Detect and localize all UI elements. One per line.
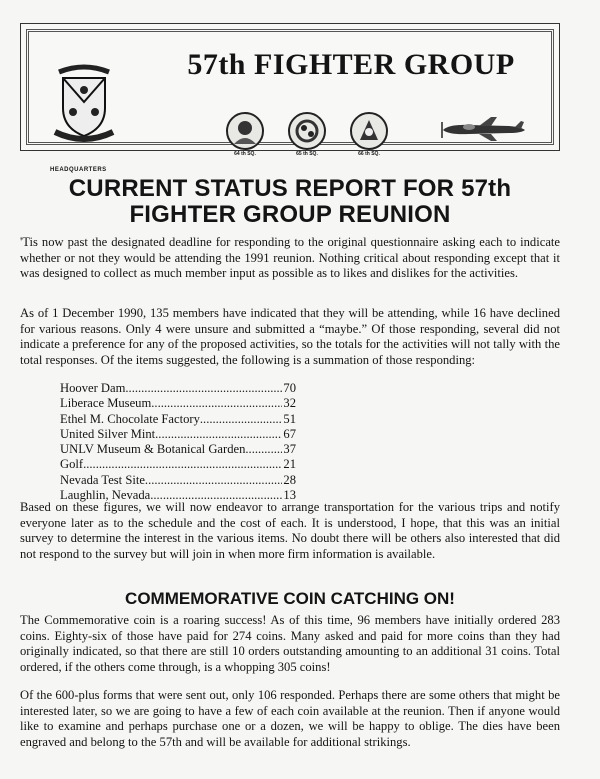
list-item — [60, 457, 296, 472]
status-paragraph: As of 1 December 1990, 135 members have indicated that they will be attending, while 16 have declined for various reasons. Only 4 were unsure and submitted a “maybe.” Of those responding, several did not indicate a preference for any of the proposed activities, so the totals for the activities will not tally with the total responses. Of the items suggested, the following is a summation of those responding: — [20, 306, 560, 367]
intro-paragraph: 'Tis now past the designated deadline for responding to the original questionnaire asking each to indicate whether or not they would be attending the 1991 reunion. Nothing critical about responding except that it was designed to collect as much member input as possible as to likes and dislikes for the activities. — [20, 235, 560, 281]
list-item — [60, 412, 296, 427]
list-item — [60, 442, 296, 457]
activity-name: Nevada Test Site — [60, 472, 145, 487]
masthead-title: 57th FIGHTER GROUP — [187, 48, 515, 81]
activity-name: Hoover Dam — [60, 381, 126, 395]
squadron-label: 66 th SQ. — [358, 151, 380, 157]
activity-name: Liberace Museum — [60, 396, 152, 411]
list-item — [60, 473, 296, 488]
activity-count: 51 — [283, 411, 296, 426]
activity-count: 28 — [283, 472, 296, 487]
activity-tally-list — [60, 381, 296, 503]
list-item — [60, 427, 296, 442]
squadron-64-emblem — [225, 112, 265, 157]
coin-paragraph: The Commemorative coin is a roaring success! As of this time, 96 members have initially ordered 283 coins. Eighty-six of those have paid for 274 coins. Many asked and paid for more coins than they had originally indicated, so that there are still 10 orders outstanding amounting to an additional 31 coins. Total ordered, if the others come through, is a whopping 305 coins! — [20, 613, 560, 674]
activity-name: UNLV Museum & Botanical Garden — [60, 442, 246, 457]
activity-count: 13 — [283, 488, 296, 503]
headquarters-label: HEADQUARTERS — [50, 167, 107, 173]
masthead — [20, 23, 560, 173]
activity-name: Laughlin, Nevada — [60, 488, 151, 503]
group-crest-icon — [53, 62, 115, 144]
activity-count: 37 — [283, 442, 296, 457]
transport-paragraph: Based on these figures, we will now endeavor to arrange transportation for the various trips and notify everyone later as to the schedule and the cost of each. It is understood, I hope, that this was an initial survey to determine the interest in the various items. No doubt there will be others also interested that did not respond to the survey but will join in when more firm information is available. — [20, 500, 560, 561]
squadron-66-emblem — [349, 112, 389, 157]
list-item — [60, 396, 296, 411]
headline: CURRENT STATUS REPORT FOR 57th FIGHTER GROUP REUNION — [68, 175, 512, 228]
p47-aircraft-icon — [439, 116, 527, 142]
activity-name: Ethel M. Chocolate Factory — [60, 411, 200, 426]
list-item — [60, 381, 296, 396]
activity-count: 21 — [283, 457, 296, 472]
squadron-label: 64 th SQ. — [234, 151, 256, 157]
squadron-emblem-icon — [350, 112, 388, 150]
activity-count: 32 — [283, 396, 296, 411]
squadron-emblem-icon — [288, 112, 326, 150]
coin-subheadline: COMMEMORATIVE COIN CATCHING ON! — [125, 589, 455, 608]
squadron-65-emblem — [287, 112, 327, 157]
activity-name: United Silver Mint — [60, 426, 156, 441]
forms-paragraph: Of the 600-plus forms that were sent out, only 106 responded. Perhaps there are some others that might be interested later, so we are going to have a few of each coin available at the reunion. Then if anyone would like to examine and perhaps purchase one or a dozen, we will be happy to oblige. The dies have been engraved and belong to the 57th and will be available for additional strikings. — [20, 688, 560, 749]
activity-count: 70 — [283, 381, 296, 395]
activity-count: 67 — [283, 426, 296, 441]
activity-name: Golf — [60, 457, 84, 472]
squadron-emblem-icon — [226, 112, 264, 150]
squadron-label: 65 th SQ. — [296, 151, 318, 157]
